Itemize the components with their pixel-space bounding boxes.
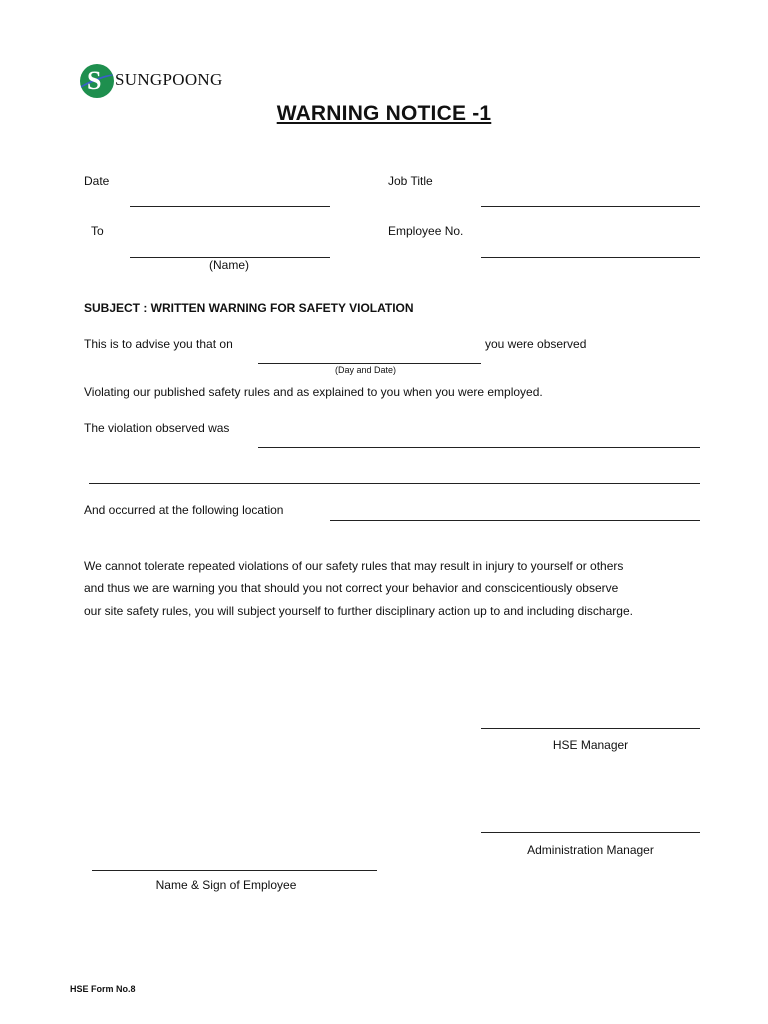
paragraph-line-3: our site safety rules, you will subject yourself to further disciplinary action up to and including discharge. [84, 604, 633, 618]
violating-statement: Violating our published safety rules and as explained to you when you were employed. [84, 385, 543, 399]
employee-signature-label: Name & Sign of Employee [155, 878, 297, 892]
date-label: Date [84, 174, 110, 188]
violation-label: The violation observed was [84, 421, 230, 435]
logo-text: SUNGPOONG [115, 70, 223, 89]
advise-prefix: This is to advise you that on [84, 337, 233, 351]
location-field-line[interactable] [330, 520, 700, 521]
day-date-field-line[interactable] [258, 363, 481, 364]
violation-field-line-1[interactable] [258, 447, 700, 448]
company-logo [80, 64, 223, 98]
admin-manager-label: Administration Manager [527, 843, 654, 857]
violation-field-line-2[interactable] [89, 483, 700, 484]
job-title-field-line[interactable] [481, 206, 700, 207]
employee-no-field-line[interactable] [481, 257, 700, 258]
employee-signature-line[interactable] [92, 870, 377, 871]
day-date-caption: (Day and Date) [335, 365, 397, 375]
advise-suffix: you were observed [485, 337, 587, 351]
hse-manager-signature-line[interactable] [481, 728, 700, 729]
subject-heading: SUBJECT : WRITTEN WARNING FOR SAFETY VIOLATION [84, 301, 414, 315]
logo-emblem-icon [80, 64, 114, 98]
form-number: HSE Form No.8 [70, 984, 136, 994]
page-title: WARNING NOTICE -1 [276, 102, 492, 125]
date-field-line[interactable] [130, 206, 330, 207]
to-label: To [91, 224, 104, 238]
hse-manager-label: HSE Manager [552, 738, 629, 752]
job-title-label: Job Title [388, 174, 433, 188]
location-label: And occurred at the following location [84, 503, 284, 517]
name-caption: (Name) [209, 258, 250, 272]
logo-letter: S [87, 66, 102, 95]
paragraph-line-2: and thus we are warning you that should you not correct your behavior and conscicentiously observe [84, 581, 619, 595]
paragraph-line-1: We cannot tolerate repeated violations of our safety rules that may result in injury to yourself or others [84, 559, 624, 573]
employee-no-label: Employee No. [388, 224, 464, 238]
admin-manager-signature-line[interactable] [481, 832, 700, 833]
